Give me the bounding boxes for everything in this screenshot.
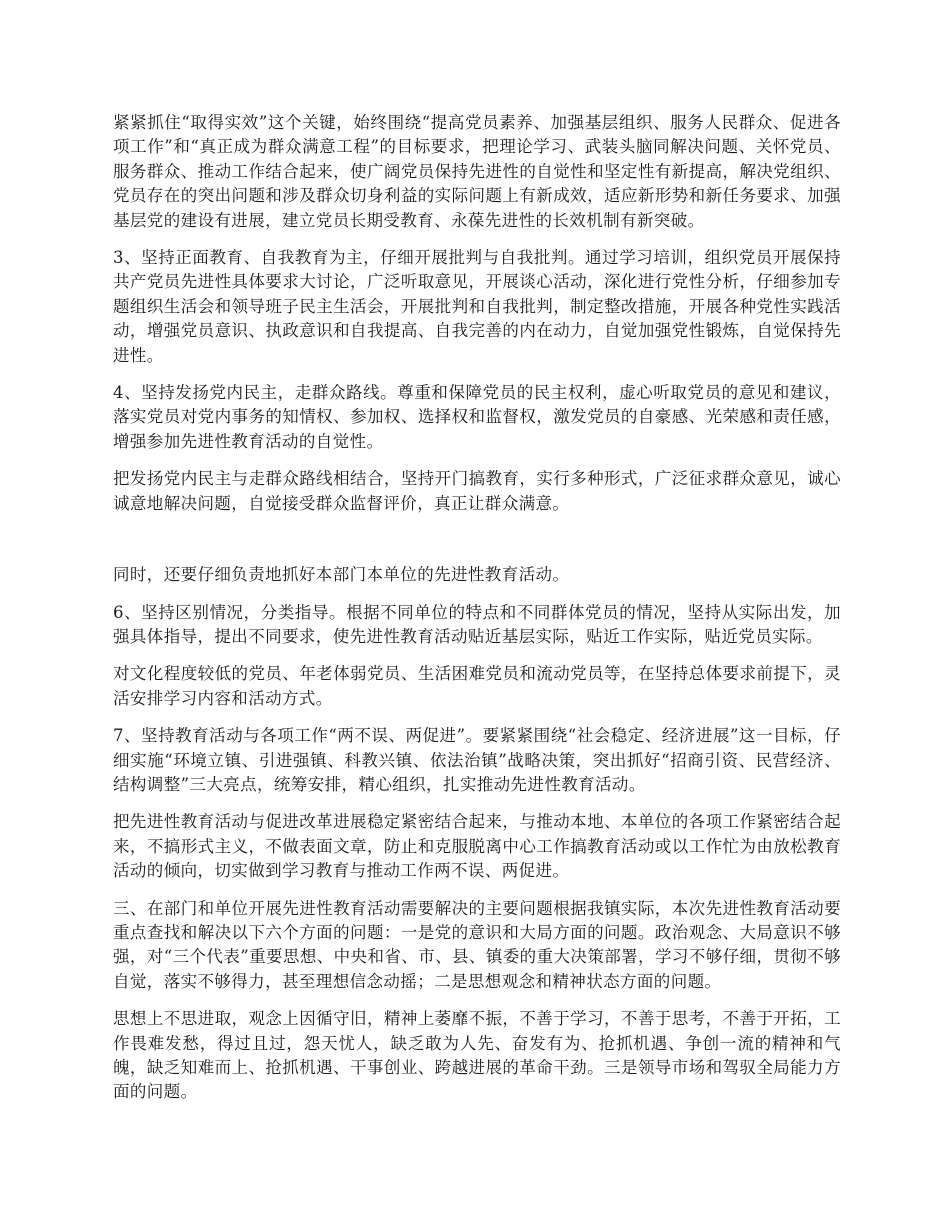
paragraph-section-3: 三、在部门和单位开展先进性教育活动需要解决的主要问题根据我镇实际，本次先进性教育活动要重点查找和解决以下六个方面的问题：一是党的意识和大局方面的问题。政治观念、大局意识不够强，对“三个代表”重要思想、中央和省、市、县、镇委的重大决策部署，学习不够仔细，贯彻不够自觉，落实不够得力，甚至理想信念动摇；二是思想观念和精神状态方面的问题。 (113, 898, 841, 991)
section-spacer (113, 529, 841, 563)
paragraph-section-3-continued: 思想上不思进取，观念上因循守旧，精神上萎靡不振，不善于学习，不善于思考，不善于开拓，工作畏难发愁，得过且过，怨天忧人，缺乏敢为人先、奋发有为、抢抓机遇、争创一流的精神和气魄，缺乏知难而上、抢抓机遇、干事创业、跨越进展的革命干劲。三是领导市场和驾驭全局能力方面的问题。 (113, 1009, 841, 1102)
paragraph-item-7-continued: 把先进性教育活动与促进改革进展稳定紧密结合起来，与推动本地、本单位的各项工作紧密结合起来，不搞形式主义，不做表面文章，防止和克服脱离中心工作搞教育活动或以工作忙为由放松教育活动的倾向，切实做到学习教育与推动工作两不误、两促进。 (113, 812, 841, 881)
paragraph-meanwhile: 同时，还要仔细负责地抓好本部门本单位的先进性教育活动。 (113, 565, 570, 585)
paragraph-intro: 紧紧抓住“取得实效”这个关键，始终围绕“提高党员素养、加强基层组织、服务人民群众、促进各项工作”和“真正成为群众满意工程”的目标要求，把理论学习、武装头脑同解决问题、关怀党员、服务群众、推动工作结合起来，使广阔党员保持先进性的自觉性和坚定性有新提高，解决党组织、党员存在的突出问题和涉及群众切身利益的实际问题上有新成效，适应新形势和新任务要求、加强基层党的建设有进展，建立党员长期受教育、永葆先进性的长效机制有新突破。 (113, 113, 841, 230)
paragraph-item-6: 6、坚持区别情况，分类指导。根据不同单位的特点和不同群体党员的情况，坚持从实际出发，加强具体指导，提出不同要求，使先进性教育活动贴近基层实际，贴近工作实际，贴近党员实际。 (113, 602, 841, 646)
paragraph-item-3: 3、坚持正面教育、自我教育为主，仔细开展批判与自我批判。通过学习培训，组织党员开展保持共产党员先进性具体要求大讨论，广泛听取意见，开展谈心活动，深化进行党性分析，仔细参加专题组织生活会和领导班子民主生活会，开展批判和自我批判，制定整改措施，开展各种党性实践活动，增强党员意识、执政意识和自我提高、自我完善的内在动力，自觉加强党性锻炼，自觉保持先进性。 (113, 248, 841, 365)
paragraph-item-4-continued: 把发扬党内民主与走群众路线相结合，坚持开门搞教育，实行多种形式，广泛征求群众意见，诚心诚意地解决问题，自觉接受群众监督评价，真正让群众满意。 (113, 469, 841, 513)
paragraph-item-7: 7、坚持教育活动与各项工作“两不误、两促进”。要紧紧围绕“社会稳定、经济进展”这一目标，仔细实施“环境立镇、引进强镇、科教兴镇、依法治镇”战略决策，突出抓好“招商引资、民营经济、结构调整”三大亮点，统筹安排，精心组织，扎实推动先进性教育活动。 (113, 726, 841, 794)
document-body (113, 111, 841, 1118)
paragraph-item-4: 4、坚持发扬党内民主，走群众路线。尊重和保障党员的民主权利，虚心听取党员的意见和建议，落实党员对党内事务的知情权、参加权、选择权和监督权，激发党员的自豪感、光荣感和责任感，增强参加先进性教育活动的自觉性。 (113, 383, 841, 451)
paragraph-item-6-continued: 对文化程度较低的党员、年老体弱党员、生活困难党员和流动党员等，在坚持总体要求前提下，灵活安排学习内容和活动方式。 (113, 664, 841, 708)
